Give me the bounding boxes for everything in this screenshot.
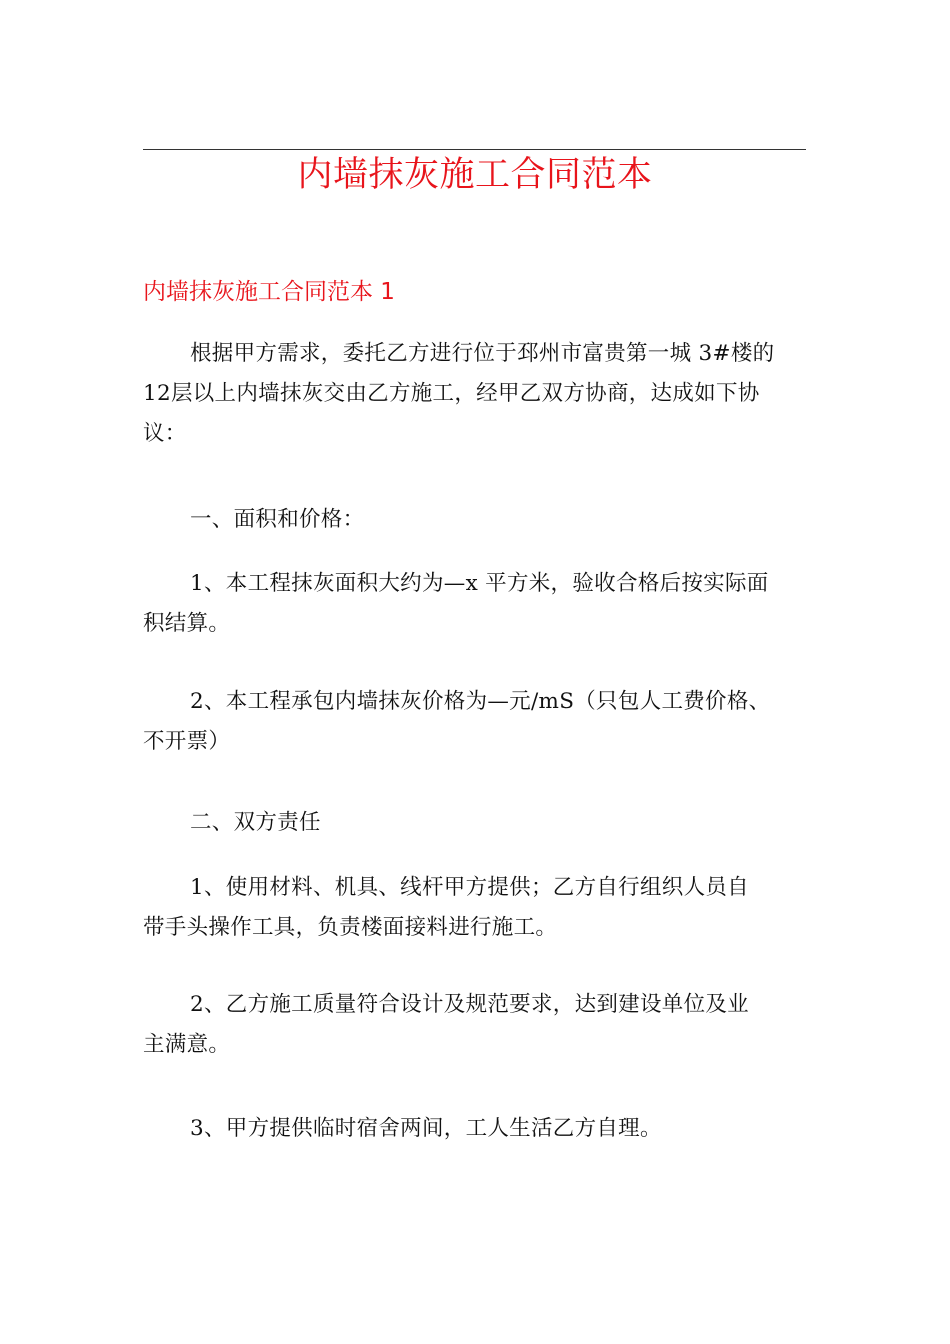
paragraph-line: 2、本工程承包内墙抹灰价格为—元/mS（只包人工费价格、	[190, 689, 771, 714]
clause-heading-area-price	[143, 500, 808, 540]
clause-area	[143, 564, 808, 644]
paragraph-line: 12层以上内墙抹灰交由乙方施工，经甲乙双方协商，达成如下协	[143, 381, 760, 406]
clause-price	[143, 682, 808, 762]
paragraph-line: 不开票）	[143, 729, 231, 754]
document-title: 内墙抹灰施工合同范本	[297, 155, 653, 195]
paragraph-intro	[143, 334, 808, 454]
section-heading: 内墙抹灰施工合同范本 1	[143, 279, 395, 305]
paragraph-line: 一、面积和价格：	[190, 507, 365, 532]
paragraph-line: 议：	[143, 421, 187, 446]
paragraph-line: 1、本工程抹灰面积大约为—x 平方米，验收合格后按实际面	[190, 571, 769, 596]
paragraph-line: 主满意。	[143, 1032, 231, 1057]
paragraph-line: 2、乙方施工质量符合设计及规范要求，达到建设单位及业	[190, 992, 749, 1017]
paragraph-line: 二、双方责任	[190, 810, 321, 835]
clause-dormitory	[143, 1109, 808, 1149]
paragraph-line: 3、甲方提供临时宿舍两间，工人生活乙方自理。	[190, 1116, 662, 1141]
clause-materials	[143, 868, 808, 948]
paragraph-line: 积结算。	[143, 611, 231, 636]
paragraph-line: 根据甲方需求，委托乙方进行位于邳州市富贵第一城 3#楼的	[190, 341, 775, 366]
clause-heading-responsibilities	[143, 803, 808, 843]
clause-quality	[143, 985, 808, 1065]
paragraph-line: 1、使用材料、机具、线杆甲方提供；乙方自行组织人员自	[190, 875, 749, 900]
paragraph-line: 带手头操作工具，负责楼面接料进行施工。	[143, 915, 558, 940]
